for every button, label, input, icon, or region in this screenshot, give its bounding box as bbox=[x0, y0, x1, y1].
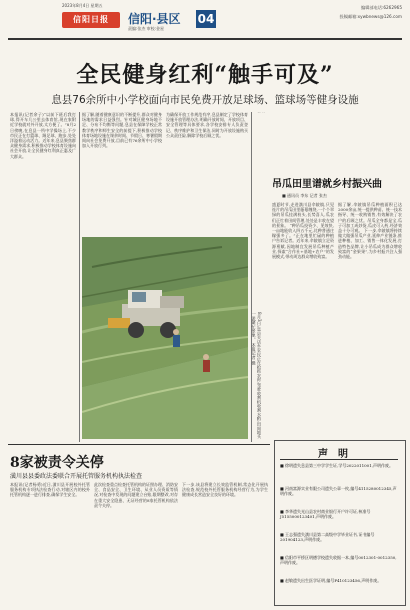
farmer-figure bbox=[203, 354, 210, 372]
second-para-1: 本报讯(记者杨勇)近日,潢川县开展校外托管服务机构专项执法检查行动,对辖区内的校外托管机构逐一进行排查,确保学生安全。 bbox=[10, 482, 90, 498]
side-article-byline: ■ 通讯员 李东 记者 张杰 bbox=[282, 193, 327, 198]
second-article-col-2 bbox=[94, 482, 178, 604]
contact-info bbox=[340, 3, 403, 21]
side-article-title: 吊瓜田里谱就乡村振兴曲 bbox=[272, 179, 382, 190]
section-rule bbox=[8, 444, 270, 445]
farmer-figure bbox=[173, 329, 180, 347]
section-name: 信阳·县区 bbox=[128, 12, 181, 26]
side-para-2: “种吊瓜投资少、见效快,一亩地能收入四五千元,比种普通庄稼强多了。”正在地里忙碌的种植户告诉记者。近年来,伞陂镇立足资源禀赋,因地制宜发展吊瓜种植产业,探索“合作社+基地+农户”的发展模式,带动周边群众增收致富。 bbox=[272, 222, 334, 260]
editors-line: 责编:张杰 审校:金星 bbox=[128, 26, 164, 31]
email: 投稿邮箱:xywbnews@126.com bbox=[339, 14, 402, 19]
second-para-3: 下一步,该县将建立长效监管机制,常态化开展执法检查,规范校外托管服务机构经营行为,为学生健康成长营造安全良好的环境。 bbox=[182, 482, 268, 498]
notice-rule bbox=[280, 459, 398, 460]
photo-caption: 8月3日,息县关店乡农民正在抢抓农时,驾驶收割机收割水稻,田间地头一派繁忙景象。 本报记者 摄 bbox=[251, 312, 262, 439]
notice-title: 声明 bbox=[318, 449, 358, 460]
side-article-col-1 bbox=[272, 202, 334, 438]
main-article-col-4 bbox=[254, 112, 266, 113]
main-subheadline: 息县76余所中小学校面向市民免费开放足球场、篮球场等健身设施 bbox=[51, 94, 359, 106]
notice-item: ■ 河南富源实业有限公司遗失公章一枚,编号4115280012345,声明作废。 bbox=[280, 486, 397, 497]
column-divider bbox=[79, 112, 80, 442]
issue-date: 2023年8月4日 星期五 bbox=[62, 3, 103, 8]
side-para-3: 据了解,伞陂镇吊瓜种植面积已达2000余亩,统一提供种苗、统一技术指导、统一收购销售,有效解决了农户的后顾之忧。吊瓜全身都是宝,瓜子可加工成炒货,瓜皮可入药,经济效益十分可观。 bbox=[338, 202, 402, 234]
notice-item: ■ 徐明遗失息县第三中学学生证,学号2022011001,声明作废。 bbox=[280, 463, 394, 468]
side-para-4: 下一步,伞陂镇将持续做大做强吊瓜产业,延伸产业链条,推进种植、加工、销售一体化发展,打造特色品牌,让小吊瓜成为群众增收致富的“金果果”,为乡村振兴注入强劲动能。 bbox=[338, 228, 402, 260]
notice-item: ■ 王志强遗失潢川县第二高级中学毕业证书,证书编号201904123,声明作废。 bbox=[280, 532, 375, 543]
second-article-col-3 bbox=[182, 482, 268, 604]
hotline: 编辑部电话:6262965 bbox=[361, 5, 402, 10]
main-para-1: 本报讯(记者余子)“以前下班后我打球,得开车几公里去体育馆,现在家附近学校就对外开放,太方便了。”8月2日傍晚,在息县一所中学操场上,不少市民正在打篮球、踢足球、跑步,处处洋溢着运动活力。近年来,息县聚焦群众健身需求,积极推动学校体育设施向社会开放,让全民健身红利真正惠及广大群众。 bbox=[10, 112, 76, 159]
newspaper-logo: 信阳日报 bbox=[62, 12, 120, 28]
farm-harvest-photo bbox=[82, 237, 248, 439]
main-article-col-3 bbox=[166, 112, 248, 234]
notice-item: ■ 赵敏遗失出生医学证明,编号P410123456,声明作废。 bbox=[280, 578, 382, 583]
main-para-4 bbox=[254, 112, 266, 113]
page-number: 04 bbox=[197, 12, 215, 26]
main-article-col-1 bbox=[10, 112, 76, 442]
main-para-2: 据了解,随着健康意识的不断提升,群众对健身场地的需求日益强烈。针对城区健身场地不足、分布不均衡等问题,息县在保障学校正常教学秩序和师生安全的前提下,积极推动学校体育场地设施在课余时间、节假日、寒暑假期间向社会免费开放,目前已有76余所中小学校加入开放行列。 bbox=[82, 112, 162, 149]
main-article-col-2 bbox=[82, 112, 162, 234]
second-para-2: 此次检查重点检查托管机构的证照办理、消防安全、食品安全、卫生环境、从业人员资质等情况,对检查中发现的问题建立台账,限期整改,对存在重大安全隐患、无证经营的8家托管机构依法责令关停。 bbox=[94, 482, 178, 508]
notice-item: ■ 信阳市平桥区明德学校遗失收据一本,编号0012301-0012350,声明作废。 bbox=[280, 555, 397, 566]
notice-item: ■ 李华遗失光山县农村商业银行开户许可证,核准号J5155000123401,声明作废。 bbox=[280, 509, 371, 520]
second-headline: 8家被责令关停 bbox=[10, 455, 104, 471]
side-article-col-2 bbox=[338, 202, 402, 438]
second-article-col-1 bbox=[10, 482, 90, 604]
main-para-3: 为确保开放工作规范有序,息县制定了学校体育设施开放管理办法,明确开放时间、开放项目、安全管理等具体要求,各学校安排专人负责登记、秩序维护和卫生保洁,同时为开放设施购买公众责任险,解除学校后顾之忧。 bbox=[166, 112, 248, 138]
header-rule bbox=[8, 38, 402, 40]
second-subheadline: 潢川县县委政法委联合开展托管服务机构执法检查 bbox=[10, 473, 143, 480]
main-headline: 全民健身红利“触手可及” bbox=[76, 62, 334, 88]
side-para-1: 盛夏时节,走进潢川县伞陂镇,只见连片的吊瓜田里藤蔓缠绕,一个个翠绿的吊瓜挂满枝头,长势喜人,瓜农们正忙着田间管理,处处是丰收在望的景象。 bbox=[272, 202, 334, 228]
